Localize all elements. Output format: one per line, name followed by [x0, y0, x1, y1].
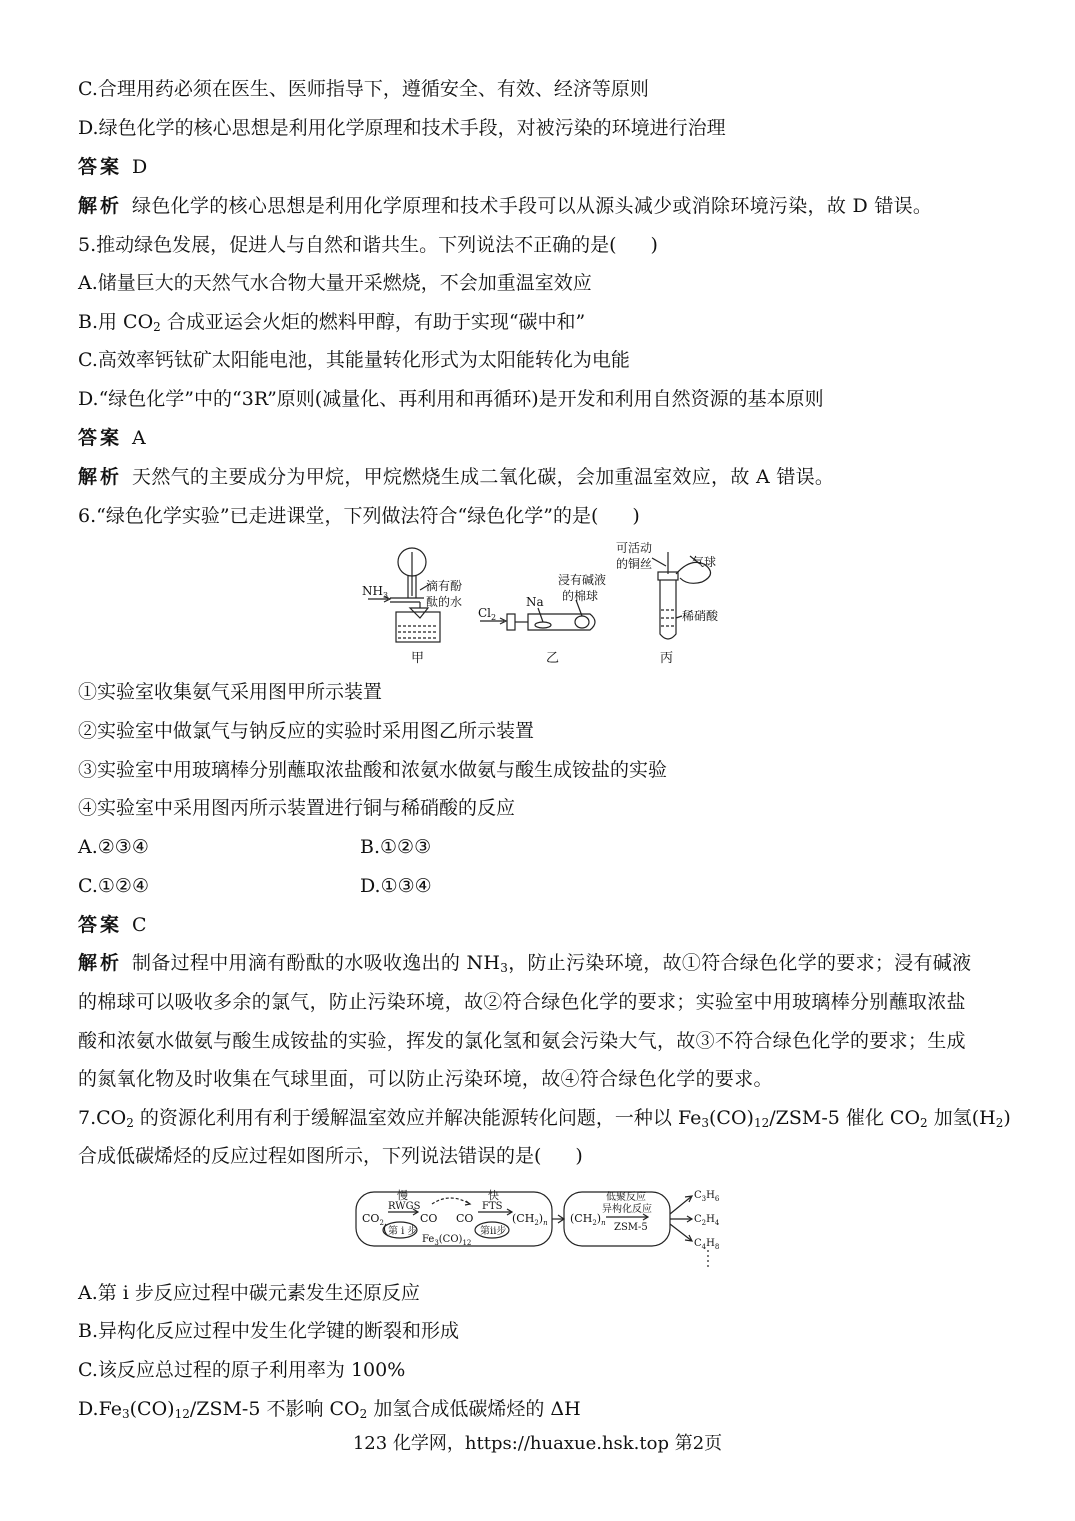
fig-jia-nh3-label: $NH_3$ [362, 584, 389, 600]
fig-yi-caption: 乙 [546, 651, 560, 666]
fig7-co-label-2: CO [456, 1212, 474, 1225]
q6-analysis-line-2: 的棉球可以吸收多余的氯气，防止污染环境，故②符合绿色化学的要求；实验室中用玻璃棒分别蘸取浓盐 [78, 991, 966, 1013]
q6-options-row-1 [78, 834, 432, 860]
fig-jia-label-1: 滴有酚 [426, 579, 463, 593]
q6-option-a: A.②③④ [78, 836, 149, 858]
answer-label: 答案 [78, 914, 123, 936]
fig7-co-label-1: CO [420, 1212, 438, 1225]
q6-statement-2: ②实验室中做氯气与钠反应的实验时采用图乙所示装置 [78, 720, 535, 742]
q6-answer [78, 912, 147, 938]
q4-analysis [78, 193, 932, 219]
fig-bing-balloon-label: 气球 [692, 555, 717, 569]
q7-stem-line-1: $7.CO_2$ 的资源化利用有利于缓解温室效应并解决能源转化问题，一种以 $Fe_3(CO)_{12}/ZSM-5$ 催化 $CO_2$ 加氢$(H_2)$ [78, 1107, 1011, 1130]
q5-analysis [78, 464, 834, 490]
q5-option-b: B.用 $CO_2$ 合成亚运会火炬的燃料甲醇，有助于实现“碳中和” [78, 311, 586, 334]
fig7-fts-label: FTS [482, 1201, 503, 1212]
q6-option-d: D.①③④ [360, 875, 432, 897]
q6-stem: 6.“绿色化学实验”已走进课堂，下列做法符合“绿色化学”的是( ) [78, 505, 640, 527]
q6-statement-3: ③实验室中用玻璃棒分别蘸取浓盐酸和浓氨水做氨与酸生成铵盐的实验 [78, 759, 668, 781]
q6-option-c: C.①②④ [78, 875, 149, 897]
fig-yi-label-2: 的棉球 [562, 589, 599, 603]
answer-value: D [132, 156, 148, 178]
fig-bing-label-1: 可活动 [616, 541, 653, 555]
q6-analysis-line-3: 酸和浓氨水做氨与酸生成铵盐的实验，挥发的氯化氢和氨会污染大气，故③不符合绿色化学的要求；生成 [78, 1030, 966, 1052]
fig7-co2-label: $CO_2$ [362, 1212, 384, 1227]
answer-label: 答案 [78, 427, 123, 449]
q7-option-c: C.该反应总过程的原子利用率为 100% [78, 1359, 406, 1381]
q5-option-c: C.高效率钙钛矿太阳能电池，其能量转化形式为太阳能转化为电能 [78, 349, 630, 371]
fig7-rwgs-label: RWGS [388, 1201, 421, 1212]
fig-bing-caption: 丙 [660, 651, 674, 666]
fig-bing-label-2: 的铜丝 [616, 557, 653, 571]
analysis-label: 解析 [78, 466, 123, 488]
q7-stem-line-2: 合成低碳烯烃的反应过程如图所示，下列说法错误的是( ) [78, 1145, 583, 1167]
fig7-catalyst-label: $Fe_3(CO)_{12}$ [422, 1234, 472, 1247]
fig7-step-1-label: 第 i 步 [388, 1226, 418, 1237]
q4-option-c: C.合理用药必须在医生、医师指导下，遵循安全、有效、经济等原则 [78, 78, 649, 100]
fig-yi-label-1: 浸有碱液 [558, 573, 607, 587]
fig7-product-c3h6: $C_3H_6$ [694, 1190, 720, 1203]
answer-label: 答案 [78, 156, 123, 178]
q4-answer [78, 154, 147, 180]
fig-jia-caption: 甲 [411, 651, 425, 666]
q5-stem: 5.推动绿色发展，促进人与自然和谐共生。下列说法不正确的是( ) [78, 234, 658, 256]
fig7-ch2n-label-2: $(CH_2)_n$ [570, 1212, 606, 1227]
q5-option-d: D.“绿色化学”中的“3R”原则(减量化、再利用和再循环)是开发和利用自然资源的基本原则 [78, 388, 824, 410]
footer-text: 123 化学网，https://huaxue.hsk.top 第2页 [352, 1433, 723, 1454]
fig-jia-label-2: 酞的水 [426, 595, 463, 609]
q6-options-row-2 [78, 873, 432, 899]
analysis-text: 绿色化学的核心思想是利用化学原理和技术手段可以从源头减少或消除环境污染，故 D 错误。 [132, 195, 933, 217]
q6-apparatus-figure [350, 538, 730, 670]
q6-option-b: B.①②③ [360, 836, 432, 858]
q6-analysis-line-4: 的氮氧化物及时收集在气球里面，可以防止污染环境，故④符合绿色化学的要求。 [78, 1068, 773, 1090]
analysis-text: 天然气的主要成分为甲烷，甲烷燃烧生成二氧化碳，会加重温室效应，故 A 错误。 [132, 466, 835, 488]
q7-reaction-diagram [352, 1184, 732, 1270]
fig7-isomerization-label: 异构化反应 [602, 1204, 652, 1215]
answer-value: A [132, 427, 146, 449]
fig7-product-c2h4: $C_2H_4$ [694, 1214, 720, 1227]
fig7-fast-label: 快 [488, 1189, 499, 1202]
fig7-oligomerization-label: 低聚反应 [606, 1192, 646, 1203]
q6-analysis-line-1: 解析 制备过程中用滴有酚酞的水吸收逸出的 $NH_3$，防止污染环境，故①符合绿色化学的要求；浸有碱液 [78, 952, 972, 975]
analysis-label: 解析 [78, 952, 123, 974]
analysis-label: 解析 [78, 195, 123, 217]
page-footer [0, 1432, 1075, 1456]
q4-option-d: D.绿色化学的核心思想是利用化学原理和技术手段，对被污染的环境进行治理 [78, 117, 726, 139]
fig7-ch2n-label-1: $(CH_2)_n$ [512, 1212, 548, 1227]
fig7-step-2-label: 第ii步 [480, 1226, 507, 1237]
fig7-zsm-label: ZSM-5 [614, 1222, 648, 1233]
fig-bing-acid-label: 稀硝酸 [682, 609, 719, 623]
q5-answer [78, 425, 146, 451]
fig7-product-c4h8: $C_4H_8$ [694, 1238, 720, 1251]
q7-option-d: $D.Fe_3(CO)_{12}/ZSM-5$ 不影响 $CO_2$ 加氢合成低碳烯烃的 ΔH [78, 1398, 581, 1421]
fig7-slow-label: 慢 [397, 1189, 408, 1202]
q6-statement-1: ①实验室收集氨气采用图甲所示装置 [78, 681, 383, 703]
q5-option-a: A.储量巨大的天然气水合物大量开采燃烧，不会加重温室效应 [78, 272, 592, 294]
fig-yi-na-label: Na [526, 595, 544, 609]
answer-value: C [132, 914, 147, 936]
q7-option-b: B.异构化反应过程中发生化学键的断裂和形成 [78, 1320, 460, 1342]
q7-option-a: A.第 i 步反应过程中碳元素发生还原反应 [78, 1282, 420, 1304]
fig-yi-cl2-label: $Cl_2$ [478, 606, 497, 622]
q6-statement-4: ④实验室中采用图丙所示装置进行铜与稀硝酸的反应 [78, 797, 516, 819]
